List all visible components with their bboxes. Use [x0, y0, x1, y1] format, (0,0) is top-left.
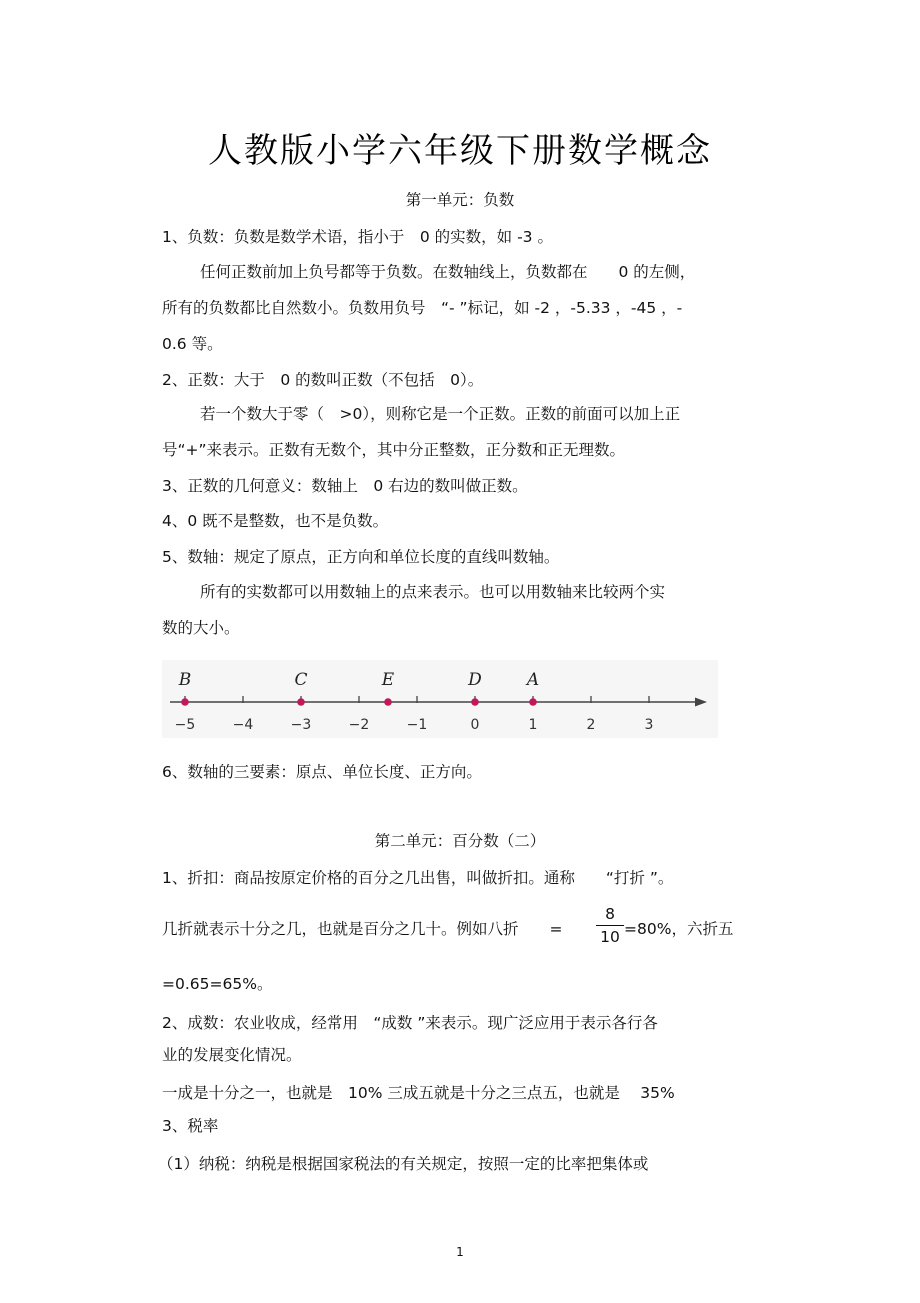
number-line-point-label: E — [381, 670, 395, 690]
number-line-point-label: C — [294, 670, 308, 690]
unit2-line-6: 一成是十分之一，也就是 10% 三成五就是十分之三点五，也就是 35% — [162, 1084, 675, 1102]
number-line-point-label: A — [526, 670, 540, 690]
number-line-tick-label: −5 — [174, 717, 196, 733]
unit1-line-7: 号“+”来表示。正数有无数个，其中分正整数，正分数和正无理数。 — [162, 441, 626, 459]
unit2-line-3: =0.65=65%。 — [162, 975, 273, 993]
number-line-figure — [162, 660, 718, 738]
unit2-line-2-end: =80%，六折五 — [624, 920, 734, 938]
unit1-heading: 第一单元：负数 — [405, 191, 515, 209]
unit2-line-1: 1、折扣：商品按原定价格的百分之几出售，叫做折扣。通称 “打折 ”。 — [162, 869, 674, 887]
number-line-tick-label: 2 — [586, 717, 596, 733]
number-line-point-b — [181, 698, 189, 706]
number-line-point-e — [384, 698, 392, 706]
fraction-bar — [596, 925, 624, 926]
number-line-tick-label: −4 — [232, 717, 254, 733]
unit1-line-10: 5、数轴：规定了原点，正方向和单位长度的直线叫数轴。 — [162, 548, 560, 566]
fraction-numerator: 8 — [605, 905, 615, 923]
unit2-heading: 第二单元：百分数（二） — [374, 832, 546, 850]
unit1-line-2: 任何正数前加上负号都等于负数。在数轴线上，负数都在 0 的左侧， — [200, 263, 696, 281]
unit1-line-12: 数的大小。 — [162, 619, 240, 637]
unit2-line-7: 3、税率 — [162, 1117, 219, 1135]
unit1-line-4: 0.6 等。 — [162, 335, 223, 353]
unit2-line-4: 2、成数：农业收成，经常用 “成数 ”来表示。现广泛应用于表示各行各 — [162, 1014, 658, 1032]
unit1-line-13: 6、数轴的三要素：原点、单位长度、正方向。 — [162, 763, 482, 781]
unit1-line-9: 4、0 既不是整数，也不是负数。 — [162, 512, 389, 530]
number-line-tick-label: 1 — [528, 717, 538, 733]
number-line-tick-label: −2 — [348, 717, 370, 733]
number-line-point-c — [297, 698, 305, 706]
number-line-tick-label: 3 — [644, 717, 654, 733]
number-line-point-label: B — [178, 670, 192, 690]
unit1-line-5: 2、正数：大于 0 的数叫正数（不包括 0）。 — [162, 371, 484, 389]
unit2-line-8: （1）纳税：纳税是根据国家税法的有关规定，按照一定的比率把集体或 — [158, 1155, 649, 1173]
fraction-eight-tenths — [596, 904, 624, 947]
unit1-line-6: 若一个数大于零（ >0），则称它是一个正数。正数的前面可以加上正 — [200, 405, 681, 423]
unit1-line-11: 所有的实数都可以用数轴上的点来表示。也可以用数轴来比较两个实 — [200, 583, 666, 601]
unit2-line-2-start: 几折就表示十分之几，也就是百分之几十。例如八折 = — [162, 920, 563, 938]
unit2-line-5: 业的发展变化情况。 — [162, 1046, 302, 1064]
number-line-point-d — [471, 698, 479, 706]
number-line-point-a — [529, 698, 537, 706]
unit1-line-8: 3、正数的几何意义：数轴上 0 右边的数叫做正数。 — [162, 477, 528, 495]
number-line-tick-label: −3 — [290, 717, 312, 733]
unit1-line-3: 所有的负数都比自然数小。负数用负号 “- ”标记，如 -2 ，-5.33 ，-45 ，- — [162, 299, 683, 317]
page-number: 1 — [456, 1245, 464, 1259]
number-line-tick-label: −1 — [406, 717, 428, 733]
fraction-denominator: 10 — [600, 928, 620, 946]
unit1-line-1: 1、负数：负数是数学术语，指小于 0 的实数，如 -3 。 — [162, 228, 553, 246]
number-line-point-label: D — [468, 670, 482, 690]
page-title: 人教版小学六年级下册数学概念 — [208, 131, 712, 171]
number-line-tick-label: 0 — [470, 717, 480, 733]
